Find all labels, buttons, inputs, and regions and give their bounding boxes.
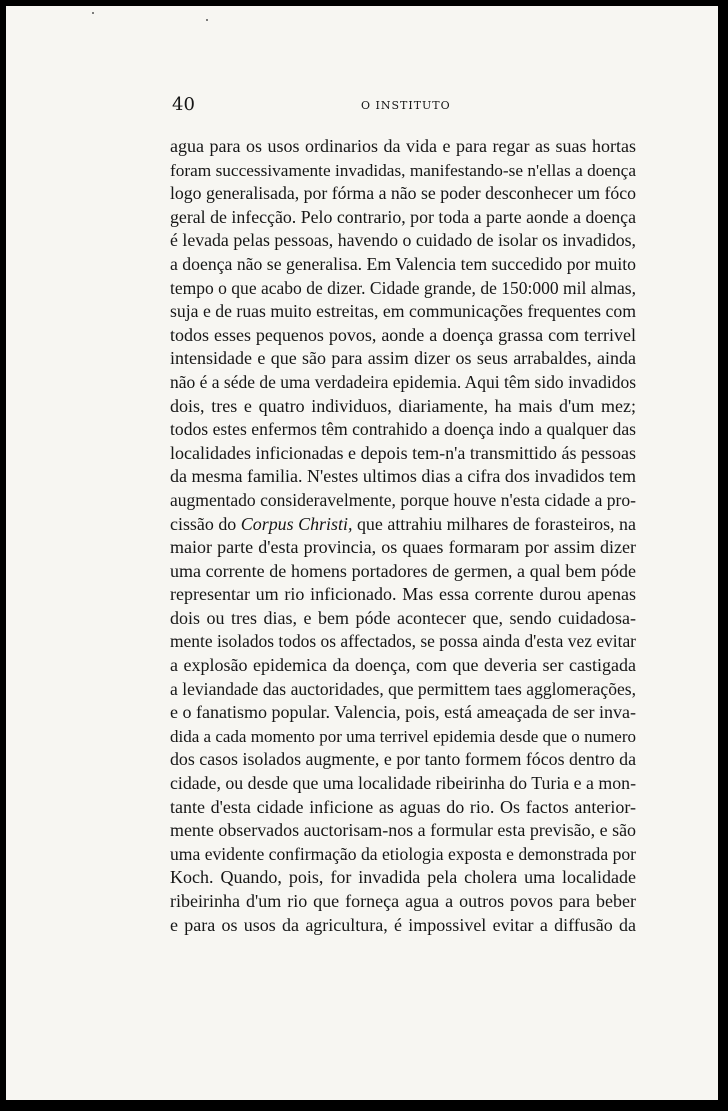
running-head: O INSTITUTO	[361, 99, 451, 112]
book-page	[6, 6, 718, 1100]
text-line: dois, tres e quatro individuos, diariamente, ha mais d'um mez;	[170, 395, 636, 416]
text-line: não é a séde de uma verdadeira epidemia. Aqui têm sido invadidos	[170, 371, 636, 392]
text-line: tempo o que acabo de dizer. Cidade grande, de 150:000 mil almas,	[170, 277, 636, 298]
text-line: mente isolados todos os affectados, se possa ainda d'esta vez evitar	[170, 631, 636, 652]
text-line: dois ou tres dias, e bem póde acontecer que, sendo cuidadosa-	[170, 607, 636, 628]
text-line: agua para os usos ordinarios da vida e para regar as suas hortas	[170, 136, 636, 156]
text-line: mente observados auctorisam-nos a formular esta previsão, e são	[170, 820, 636, 841]
text-line: e para os usos da agricultura, é impossivel evitar a diffusão da	[170, 914, 636, 935]
text-line: tante d'esta cidade inficione as aguas do rio. Os factos anterior-	[170, 796, 636, 817]
paper-speck	[206, 19, 208, 21]
page-header	[166, 94, 636, 118]
text-line: localidades inficionadas e depois tem-n'a transmittido ás pessoas	[170, 442, 636, 463]
text-line: representar um rio inficionado. Mas essa corrente durou apenas	[170, 584, 636, 605]
text-segment: cissão do	[170, 513, 241, 534]
text-line: ribeirinha d'um rio que forneça agua a outros povos para beber	[170, 891, 636, 911]
text-line: a leviandade das auctoridades, que permittem taes agglomerações,	[170, 678, 636, 699]
text-line: suja e de ruas muito estreitas, em communicações frequentes com	[170, 301, 636, 322]
paper-speck	[92, 12, 94, 14]
text-line: augmentado consideravelmente, porque houve n'esta cidade a pro-	[170, 489, 636, 510]
text-line: maior parte d'esta provincia, os quaes formaram por assim dizer	[170, 537, 636, 558]
italic-title: Corpus Christi,	[240, 513, 353, 534]
text-line: todos esses pequenos povos, aonde a doença grassa com terrivel	[170, 324, 636, 345]
text-line: e o fanatismo popular. Valencia, pois, está ameaçada de ser inva-	[170, 702, 636, 723]
text-line: a doença não se generalisa. Em Valencia tem succedido por muito	[170, 253, 636, 274]
text-line: logo generalisada, por fórma a não se poder desconhecer um fóco	[170, 183, 636, 204]
text-line	[170, 513, 636, 537]
text-line: todos estes enfermos têm contrahido a doença indo a qualquer das	[170, 419, 636, 440]
text-line: Koch. Quando, pois, for invadida pela cholera uma localidade	[170, 867, 636, 888]
text-line: uma corrente de homens portadores de germen, a qual bem póde	[170, 560, 636, 581]
page-number: 40	[172, 94, 195, 115]
text-line: intensidade e que são para assim dizer os seus arrabaldes, ainda	[170, 348, 636, 369]
text-line: cidade, ou desde que uma localidade ribeirinha do Turia e a mon-	[170, 773, 636, 794]
text-line: a explosão epidemica da doença, com que deveria ser castigada	[170, 655, 636, 676]
text-line: geral de infecção. Pelo contrario, por toda a parte aonde a doença	[170, 206, 636, 227]
text-line: foram successivamente invadidas, manifestando-se n'ellas a doença	[170, 160, 636, 180]
body-text	[170, 135, 636, 937]
text-line: é levada pelas pessoas, havendo o cuidado de isolar os invadidos,	[170, 230, 636, 251]
text-line: dida a cada momento por uma terrivel epidemia desde que o numero	[170, 726, 636, 746]
text-line: uma evidente confirmação da etiologia exposta e demonstrada por	[170, 843, 636, 864]
text-line: da mesma familia. N'estes ultimos dias a cifra dos invadidos tem	[170, 466, 636, 487]
text-line: dos casos isolados augmente, e por tanto formem fócos dentro da	[170, 749, 636, 770]
text-segment: que attrahiu milhares de forasteiros, na	[352, 513, 636, 534]
